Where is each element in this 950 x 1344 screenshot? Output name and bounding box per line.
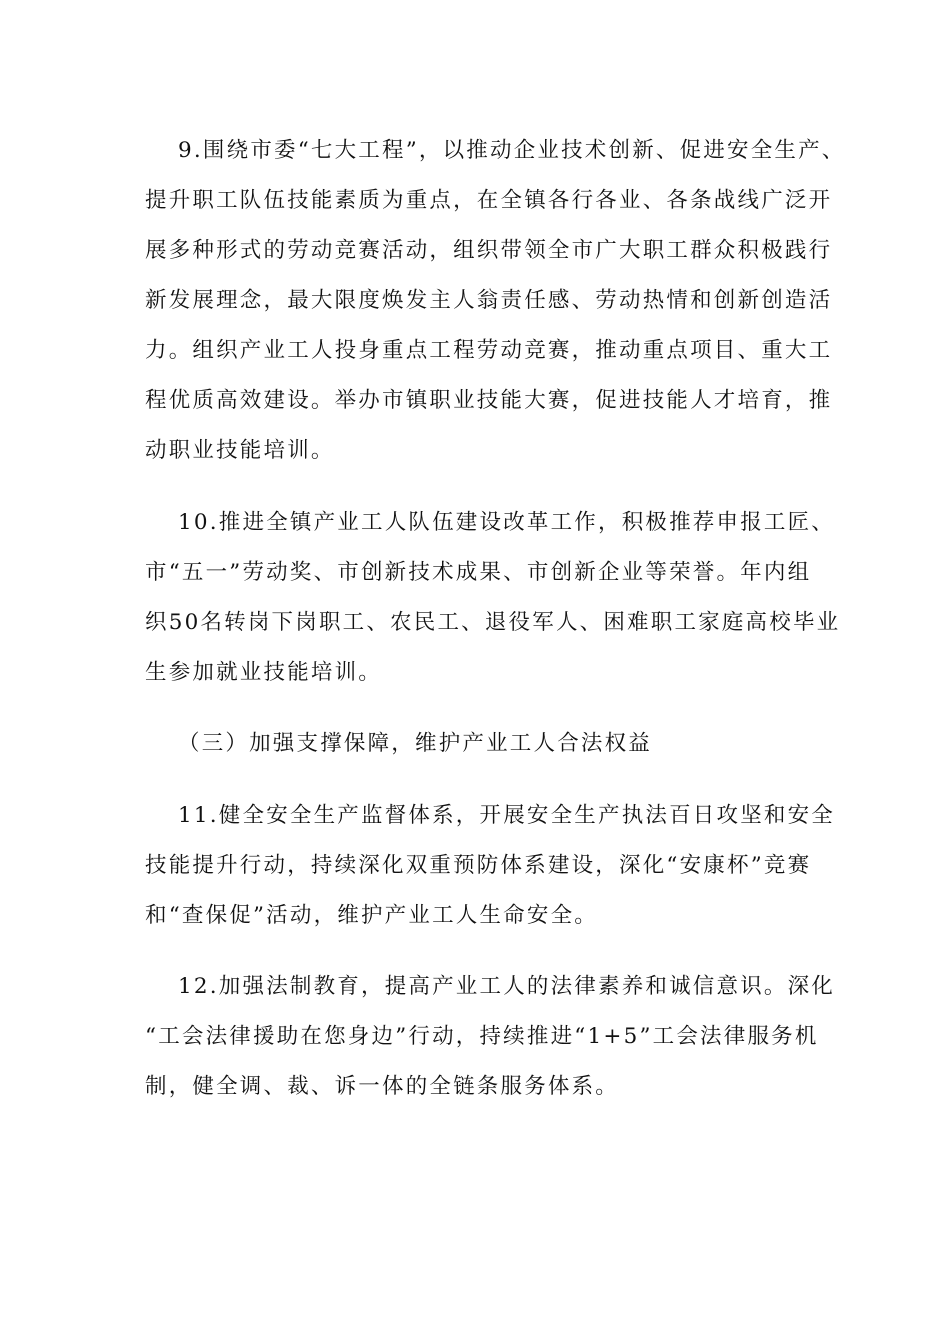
text-line: 力。组织产业工人投身重点工程劳动竞赛，推动重点项目、重大工 [145, 338, 833, 363]
text-line: 12.加强法制教育，提高产业工人的法律素养和诚信意识。深化 [178, 974, 835, 999]
text-line: 织50名转岗下岗职工、农民工、退役军人、困难职工家庭高校毕业 [145, 610, 841, 635]
text-line: 动职业技能培训。 [145, 438, 335, 463]
text-line: 新发展理念，最大限度焕发主人翁责任感、劳动热情和创新创造活 [145, 288, 833, 313]
text-line: 10.推进全镇产业工人队伍建设改革工作，积极推荐申报工匠、 [178, 510, 835, 535]
text-line: 市“五一”劳动奖、市创新技术成果、市创新企业等荣誉。年内组 [145, 560, 812, 585]
text-line: 生参加就业技能培训。 [145, 660, 383, 685]
text-line: 11.健全安全生产监督体系，开展安全生产执法百日攻坚和安全 [178, 803, 835, 828]
text-line: 9.围绕市委“七大工程”，以推动企业技术创新、促进安全生产、 [178, 138, 846, 163]
text-line: 和“查保促”活动，维护产业工人生命安全。 [145, 903, 598, 928]
text-line: “工会法律援助在您身边”行动，持续推进“1+5”工会法律服务机 [145, 1024, 819, 1049]
text-line: 技能提升行动，持续深化双重预防体系建设，深化“安康杯”竞赛 [145, 853, 812, 878]
text-line: 提升职工队伍技能素质为重点，在全镇各行各业、各条战线广泛开 [145, 188, 833, 213]
heading-line: （三）加强支撑保障，维护产业工人合法权益 [178, 731, 653, 756]
text-line: 制，健全调、裁、诉一体的全链条服务体系。 [145, 1074, 620, 1099]
text-line: 展多种形式的劳动竞赛活动，组织带领全市广大职工群众积极践行 [145, 238, 833, 263]
text-line: 程优质高效建设。举办市镇职业技能大赛，促进技能人才培育，推 [145, 388, 833, 413]
